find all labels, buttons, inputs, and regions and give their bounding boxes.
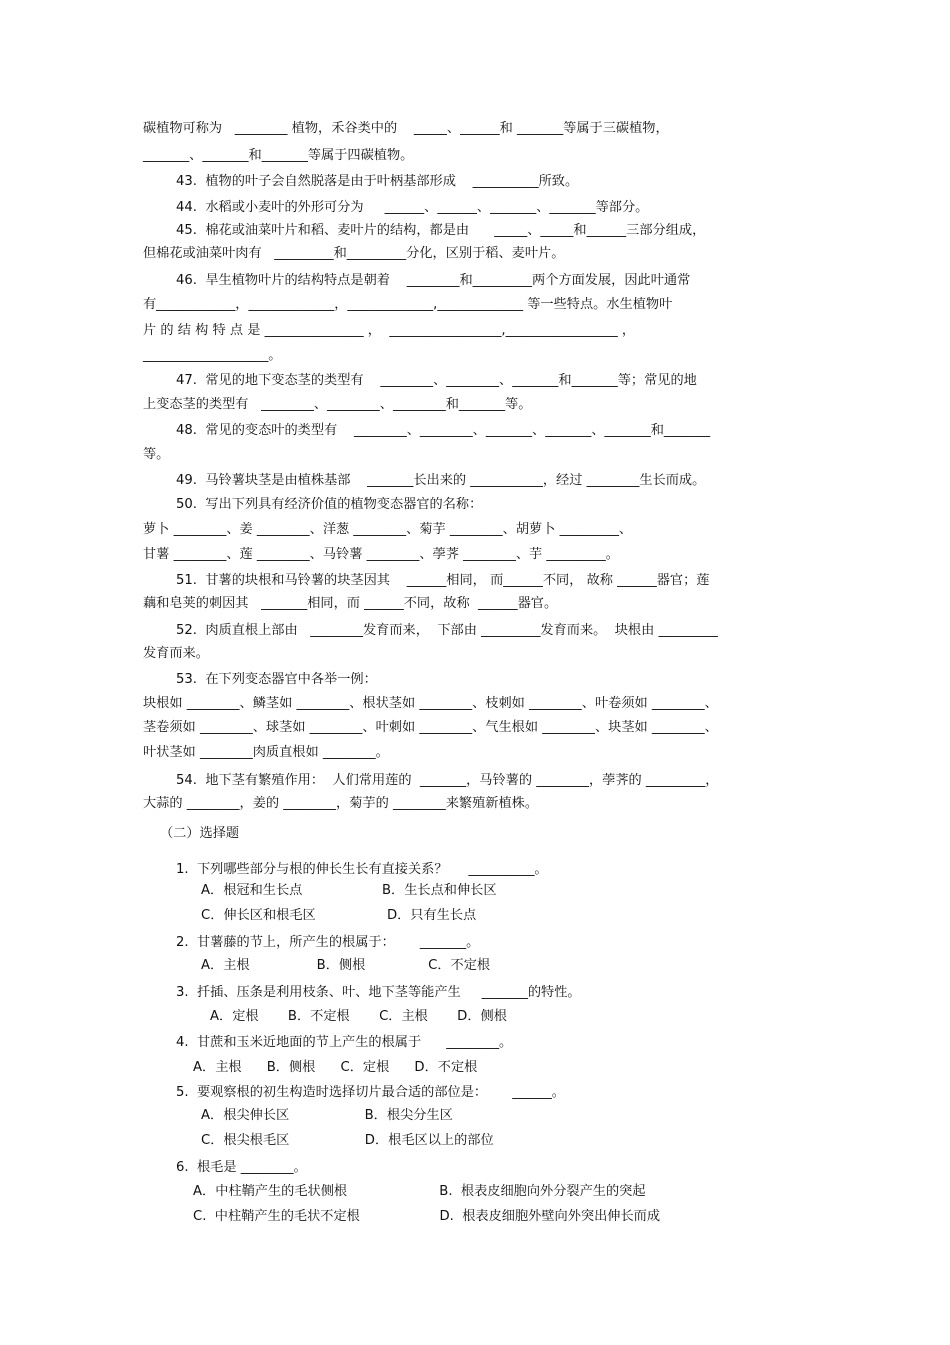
section-heading: （二）选择题 <box>160 826 240 841</box>
text-line: 53. 在下列变态器官中各举一例： <box>176 672 377 687</box>
text-line: 大蒜的 ________，姜的 ________，菊芋的 ________来繁殖新植株。 <box>143 796 539 811</box>
text-line: _______、_______和_______等属于四碳植物。 <box>143 148 414 163</box>
text-line: 但棉花或油菜叶肉有 _________和_________分化，区别于稻、麦叶片。 <box>143 246 565 261</box>
text-line: 上变态茎的类型有 ________、________、________和_______等。 <box>143 397 532 412</box>
text-line: 甘薯 ________、莲 ________、马铃薯 ________、荸荠 ________、芋 _________。 <box>143 547 619 562</box>
question-stem: 6. 根毛是 ________。 <box>176 1160 307 1175</box>
text-line: 54. 地下茎有繁殖作用： 人们常用莲的 _______，马铃薯的 ________，荸荠的 _________， <box>176 773 719 788</box>
question-stem: 3. 扦插、压条是利用枝条、叶、地下茎等能产生 _______的特性。 <box>176 985 581 1000</box>
answer-options: C．伸长区和根毛区 D．只有生长点 <box>201 908 477 923</box>
text-line: 发育而来。 <box>143 646 209 661</box>
text-line: 47. 常见的地下变态茎的类型有 ________、________、_______和_______等；常见的地 <box>176 373 697 388</box>
text-line: 块根如 ________、鳞茎如 ________、根状茎如 ________、枝刺如 ________、叶卷须如 ________、 <box>143 696 718 711</box>
answer-options: A．主根 B．侧根 C．定根 D．不定根 <box>193 1060 478 1075</box>
text-line: 等。 <box>143 447 170 462</box>
text-line: 萝卜 ________、姜 ________、洋葱 ________、菊芋 ________、胡萝卜 _________、 <box>143 522 633 537</box>
answer-options: A．中柱鞘产生的毛状侧根 B. 根表皮细胞向外分裂产生的突起 <box>193 1184 646 1199</box>
answer-options: A．主根 B．侧根 C．不定根 <box>201 958 491 973</box>
question-stem: 1. 下列哪些部分与根的伸长生长有直接关系？ __________。 <box>176 862 548 877</box>
text-line: 43. 植物的叶子会自然脱落是由于叶柄基部形成 __________所致。 <box>176 174 579 189</box>
answer-options: C. 中柱鞘产生的毛状不定根 D. 根表皮细胞外壁向外突出伸长而成 <box>193 1209 661 1224</box>
text-line: 46. 旱生植物叶片的结构特点是朝着 ________和_________两个方面发展，因此叶通常 <box>176 273 691 288</box>
text-line: 50. 写出下列具有经济价值的植物变态器官的名称： <box>176 497 483 512</box>
answer-options: A．根冠和生长点 B．生长点和伸长区 <box>201 883 497 898</box>
question-stem: 4. 甘蔗和玉米近地面的节上产生的根属于 ________。 <box>176 1035 513 1050</box>
text-line: 茎卷须如 ________、球茎如 ________、叶刺如 ________、气生根如 ________、块茎如 ________、 <box>143 720 718 735</box>
text-line: 44. 水稻或小麦叶的外形可分为 ______、______、_______、_______等部分。 <box>176 200 649 215</box>
text-line: 藕和皂荚的刺因其 _______相同，而 ______不同，故称 ______器官。 <box>143 596 558 611</box>
text-line: ___________________。 <box>143 348 282 363</box>
question-stem: 2. 甘薯藤的节上，所产生的根属于： _______。 <box>176 935 480 950</box>
text-line: 51. 甘薯的块根和马铃薯的块茎因其 ______相同， 而______不同， 故称 ______器官；莲 <box>176 573 710 588</box>
text-line: 45. 棉花或油菜叶片和稻、麦叶片的结构，都是由 _____、_____和______三部分组成， <box>176 223 706 238</box>
text-line: 有____________，_____________，_____________,_____________ 等一些特点。水生植物叶 <box>143 297 673 312</box>
text-line: 碳植物可称为 ________ 植物，禾谷类中的 _____、______和 _______等属于三碳植物， <box>143 121 669 136</box>
text-line: 52. 肉质直根上部由 ________发育而来， 下部由 _________发育而来。 块根由 _________ <box>176 623 718 638</box>
text-line: 49. 马铃薯块茎是由植株基部 _______长出来的 ___________，经过 ________生长而成。 <box>176 473 706 488</box>
text-line: 叶状茎如 ________肉质直根如 ________。 <box>143 745 389 760</box>
text-line: 片 的 结 构 特 点 是 _______________ ， _________________,_________________ ， <box>143 323 636 338</box>
answer-options: A．根尖伸长区 B．根尖分生区 <box>201 1108 453 1123</box>
question-stem: 5. 要观察根的初生构造时选择切片最合适的部位是： ______。 <box>176 1085 565 1100</box>
text-line: 48. 常见的变态叶的类型有 ________、________、_______、_______、_______和_______ <box>176 423 711 438</box>
answer-options: C．根尖根毛区 D．根毛区以上的部位 <box>201 1133 494 1148</box>
answer-options: A．定根 B．不定根 C．主根 D．侧根 <box>210 1009 507 1024</box>
